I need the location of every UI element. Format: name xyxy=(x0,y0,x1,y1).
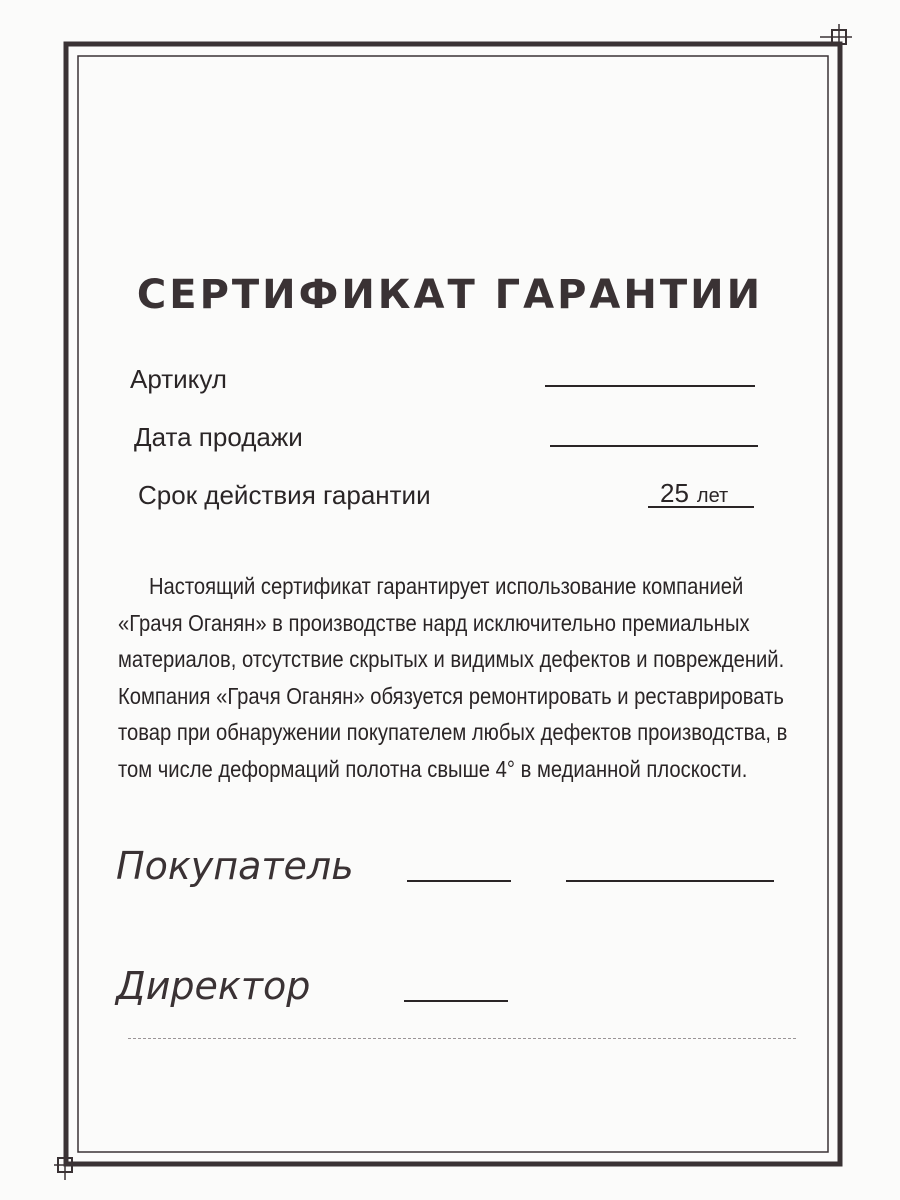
buyer-label: Покупатель xyxy=(116,844,354,888)
body-line: товар при обнаружении покупателем любых дефектов производства, в xyxy=(118,719,788,745)
corner-ornament-top-right xyxy=(820,24,852,56)
warranty-years-unit: лет xyxy=(696,485,729,507)
certificate-title: СЕРТИФИКАТ ГАРАНТИИ xyxy=(136,272,764,318)
buyer-signature-field[interactable] xyxy=(407,880,511,882)
body-line: «Грачя Оганян» в производстве нард исключительно премиальных xyxy=(118,609,750,636)
corner-ornament-bottom-left xyxy=(54,1150,86,1180)
body-line: Компания «Грачя Оганян» обязуется ремонтировать и реставрировать xyxy=(118,682,784,709)
director-label: Директор xyxy=(116,964,311,1008)
director-signature-field[interactable] xyxy=(404,1000,508,1002)
article-field[interactable] xyxy=(545,385,755,387)
sale-date-field[interactable] xyxy=(550,445,758,447)
warranty-years-number: 25 xyxy=(660,478,689,508)
body-line: Настоящий сертификат гарантирует использование компанией xyxy=(148,573,744,599)
divider-line xyxy=(128,1038,796,1039)
warranty-period-value xyxy=(660,478,728,509)
body-line: материалов, отсутствие скрытых и видимых дефектов и повреждений. xyxy=(118,646,785,672)
buyer-name-field[interactable] xyxy=(566,880,774,882)
body-line: том числе деформаций полотна свыше 4° в медианной плоскости. xyxy=(118,755,748,782)
warranty-period-label: Срок действия гарантии xyxy=(138,480,431,510)
article-label: Артикул xyxy=(130,364,227,394)
warranty-period-line xyxy=(648,506,754,508)
sale-date-label: Дата продажи xyxy=(134,422,303,452)
certificate-body xyxy=(118,568,788,787)
